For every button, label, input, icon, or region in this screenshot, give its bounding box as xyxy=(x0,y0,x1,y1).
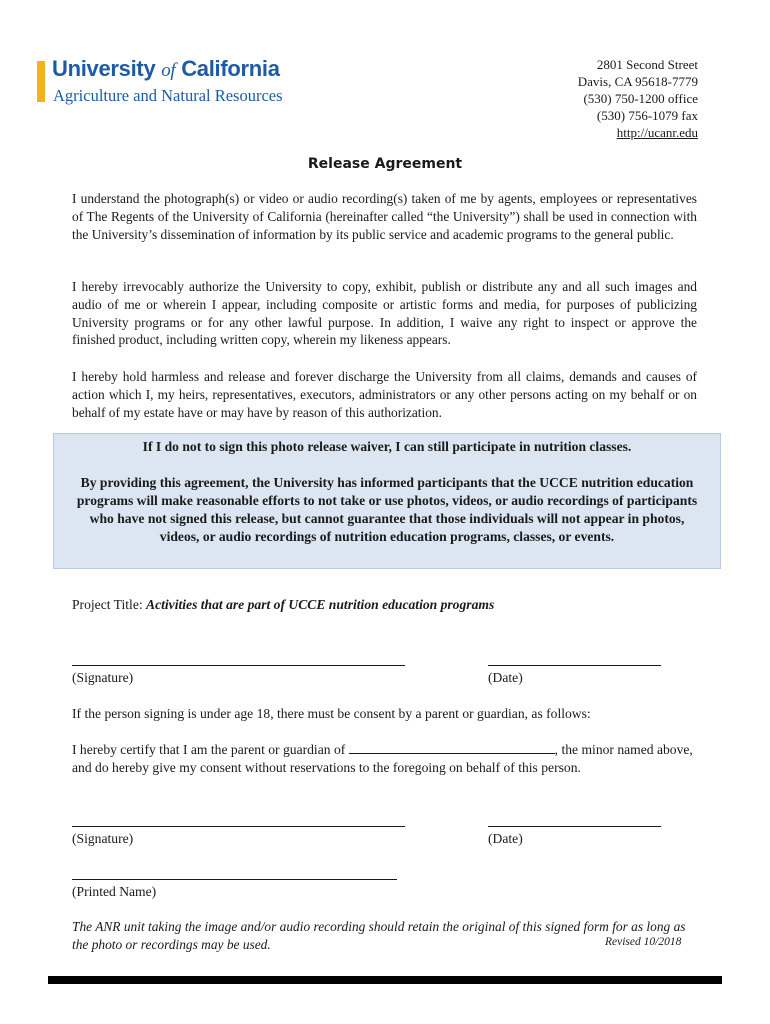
minor-consent-note: If the person signing is under age 18, there must be consent by a parent or guardian, as follows: xyxy=(72,706,591,721)
parent-certification xyxy=(72,741,697,777)
address-city: Davis, CA 95618-7779 xyxy=(577,74,698,89)
project-title xyxy=(72,597,494,613)
logo-university-of-california xyxy=(52,56,280,82)
paragraph-authorize: I hereby irrevocably authorize the University to copy, exhibit, publish or distribute any and all such images and audio of me or wherein I appear, including composite or artistic forms and media, for purposes of publicizing University programs or for any other lawful purpose. In addition, I waive any right to inspect or approve the finished product, including written copy, wherein my likeness appears. xyxy=(72,279,697,348)
logo-word-university: University xyxy=(52,56,156,81)
address-block xyxy=(578,56,698,141)
paragraph-release: I hereby hold harmless and release and forever discharge the University from all claims, demands and causes of action which I, my heirs, representatives, executors, administrators or any other persons acting on my behalf or on behalf of my estate have or may have by reason of this authorization. xyxy=(72,369,697,420)
minor-name-blank[interactable] xyxy=(349,741,555,754)
guardian-signature-label: (Signature) xyxy=(72,831,134,846)
paragraph-understand: I understand the photograph(s) or video or audio recording(s) taken of me by agents, employees or representatives of The Regents of the University of California (hereinafter called “the University”) shall be used in connection with the University’s dissemination of information by its public service and academic programs to the general public. xyxy=(72,191,697,242)
document-title: Release Agreement xyxy=(307,156,463,172)
guardian-signature-line[interactable] xyxy=(72,826,405,827)
guardian-date-line[interactable] xyxy=(488,826,661,827)
project-title-label: Project Title: xyxy=(72,597,143,612)
date-label: (Date) xyxy=(488,670,523,685)
address-street: 2801 Second Street xyxy=(596,57,698,72)
printed-name-line[interactable] xyxy=(72,879,397,880)
certification-text-before: I hereby certify that I am the parent or guardian of xyxy=(72,742,346,757)
address-fax: (530) 756-1079 fax xyxy=(596,108,698,123)
revision-date: Revised 10/2018 xyxy=(605,936,682,948)
notice-line-effort: By providing this agreement, the University has informed participants that the UCCE nutrition education programs will make reasonable efforts to not take or use photos, videos, or audio recordings of participants who have not signed this release, but cannot guarantee that those individuals will not appear in photos, videos, or audio recordings of nutrition education programs, classes, or events. xyxy=(76,475,698,544)
logo-word-of: of xyxy=(161,60,176,81)
notice-line-optional: If I do not to sign this photo release waiver, I can still participate in nutrition classes. xyxy=(142,439,632,454)
project-title-value: Activities that are part of UCCE nutrition education programs xyxy=(146,597,495,612)
address-office-phone: (530) 750-1200 office xyxy=(583,91,698,106)
certification-text-after: , the minor named above, and do hereby give my consent without reservations to the foregoing on behalf of this person. xyxy=(72,742,693,775)
logo-subtitle: Agriculture and Natural Resources xyxy=(53,86,283,105)
website-link[interactable]: http://ucanr.edu xyxy=(616,125,698,140)
guardian-date-label: (Date) xyxy=(488,831,523,846)
date-line[interactable] xyxy=(488,665,661,666)
notice-box xyxy=(53,433,721,569)
logo-word-california: California xyxy=(181,56,280,81)
signature-line[interactable] xyxy=(72,665,405,666)
logo-accent-bar xyxy=(37,61,45,102)
footer-rule xyxy=(48,976,722,984)
printed-name-label: (Printed Name) xyxy=(72,884,157,899)
signature-label: (Signature) xyxy=(72,670,134,685)
retention-note: The ANR unit taking the image and/or audio recording should retain the original of this signed form for as long as the photo or recordings may be used. xyxy=(72,919,686,952)
